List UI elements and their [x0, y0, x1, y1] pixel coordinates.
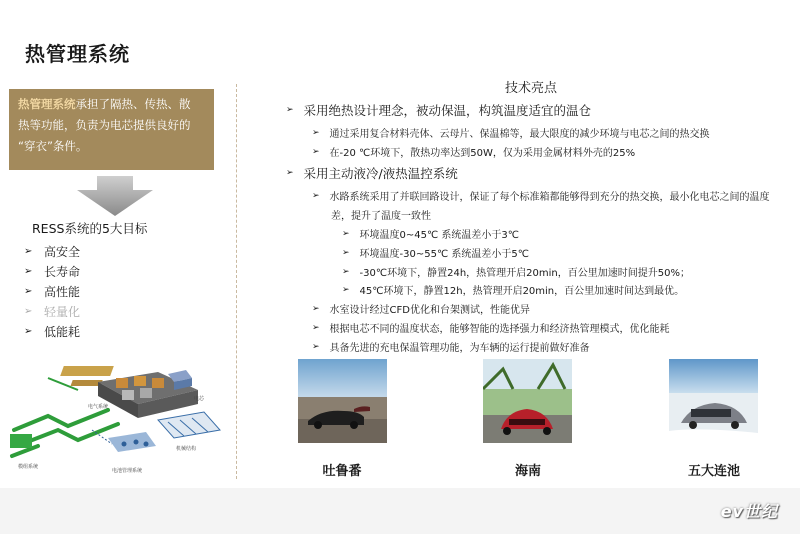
chevron-right-icon: ➢: [342, 247, 350, 258]
list-item: [312, 320, 670, 335]
list-item: [312, 301, 530, 316]
goal-label: 高性能: [44, 285, 81, 299]
goal-item: [24, 322, 80, 342]
list-item: [312, 339, 590, 354]
chevron-right-icon: ➢: [312, 127, 320, 138]
page-title: 热管理系统: [25, 42, 130, 66]
arrow-right-icon: ➢: [24, 266, 33, 277]
sub-item: [342, 264, 690, 279]
footer-band: [0, 488, 800, 534]
chevron-right-icon: ➢: [342, 228, 350, 239]
sub-item: [342, 282, 684, 297]
goal-label: 轻量化: [44, 305, 81, 319]
arrow-right-icon: ➢: [24, 246, 33, 257]
sub-item-text: -30℃环境下，静置24h，热管理开启20min，百公里加速时间提升50%；: [359, 268, 690, 279]
down-arrow-icon: [75, 176, 155, 216]
chevron-right-icon: ➢: [342, 284, 350, 295]
diagram-label-bms: 电池管理系统: [112, 468, 143, 474]
photo-turpan: [298, 359, 387, 443]
diagram-label-electrical: 电气系统: [88, 404, 109, 410]
intro-text-2: 热等功能，负责为电芯提供良好的: [18, 118, 191, 132]
section-heading-text: 采用主动液冷/液热温控系统: [303, 166, 458, 181]
goal-label: 长寿命: [44, 265, 81, 279]
photo-caption: 海南: [514, 464, 541, 479]
chevron-right-icon: ➢: [342, 266, 350, 277]
module-system-illustration: [12, 410, 118, 456]
list-item-text: 在-20 ℃环境下，散热功率达到50W，仅为采用金属材料外壳的25%: [329, 148, 636, 159]
ress-exploded-diagram: [8, 360, 228, 478]
sub-item-text: 环境温度-30~55℃ 系统温差小于5℃: [359, 249, 529, 260]
chevron-right-icon: ➢: [312, 146, 320, 157]
list-item-text: 根据电芯不同的温度状态，能够智能的选择强力和经济热管理模式，优化能耗: [329, 324, 670, 335]
diagram-label-mechanical: 机械结构: [176, 446, 197, 452]
section-heading: [286, 164, 458, 182]
watermark-logo: ev世纪: [720, 502, 778, 521]
section-heading: [286, 101, 591, 119]
sub-item: [342, 226, 519, 241]
goals-title: RESS系统的5大目标: [32, 221, 148, 236]
tech-title: 技术亮点: [505, 81, 558, 96]
sub-item-text: 45℃环境下，静置12h，热管理开启20min，百公里加速时间达到最优。: [359, 286, 685, 297]
intro-text-3: “穿衣”条件。: [18, 139, 88, 153]
goals-list: [24, 242, 80, 342]
diagram-label-cell: 电芯: [194, 396, 205, 402]
chevron-right-icon: ➢: [312, 303, 320, 314]
arrow-right-icon: ➢: [24, 306, 33, 317]
photo-hainan: [483, 359, 572, 443]
goal-item: [24, 302, 80, 322]
list-item: [312, 125, 710, 140]
chevron-right-icon: ➢: [312, 322, 320, 333]
intro-box: [9, 89, 214, 170]
arrow-right-icon: ➢: [24, 326, 33, 337]
chevron-right-icon: ➢: [312, 341, 320, 352]
list-item-continuation: 差，提升了温度一致性: [331, 211, 431, 222]
goal-item: [24, 262, 80, 282]
photo-caption: 五大连池: [687, 464, 740, 479]
goal-item: [24, 282, 80, 302]
goal-item: [24, 242, 80, 262]
photo-wudalianchi: [669, 359, 758, 443]
arrow-right-icon: ➢: [286, 168, 294, 178]
chevron-right-icon: ➢: [312, 190, 320, 201]
arrow-right-icon: ➢: [24, 286, 33, 297]
intro-text-1: 承担了隔热、传热、散: [75, 97, 191, 111]
sub-item: [342, 245, 529, 260]
list-item: [312, 188, 770, 203]
sub-item-text: 环境温度0~45℃ 系统温差小于3℃: [359, 230, 520, 241]
intro-highlight: 热管理系统: [18, 97, 76, 111]
list-item-text: 水路系统采用了并联回路设计，保证了每个标准箱都能够得到充分的热交换，最小化电芯之间的温度: [329, 192, 770, 203]
bms-illustration: [92, 430, 156, 452]
list-item-text: 水室设计经过CFD优化和台架测试，性能优异: [329, 305, 530, 316]
list-item-text: 具备先进的充电保温管理功能，为车辆的运行提前做好准备: [329, 343, 590, 354]
list-item-text: 通过采用复合材料壳体、云母片、保温棉等，最大限度的减少环境与电芯之间的热交换: [329, 129, 710, 140]
list-item: [312, 144, 635, 159]
goal-label: 低能耗: [44, 325, 81, 339]
photo-caption: 吐鲁番: [322, 464, 362, 479]
dashed-divider: [236, 84, 237, 479]
goal-label: 高安全: [44, 245, 81, 259]
section-heading-text: 采用绝热设计理念，被动保温，构筑温度适宜的温仓: [303, 103, 592, 118]
mechanical-structure-illustration: [158, 412, 220, 438]
diagram-label-module: 模组系统: [18, 464, 39, 470]
arrow-right-icon: ➢: [286, 105, 294, 115]
